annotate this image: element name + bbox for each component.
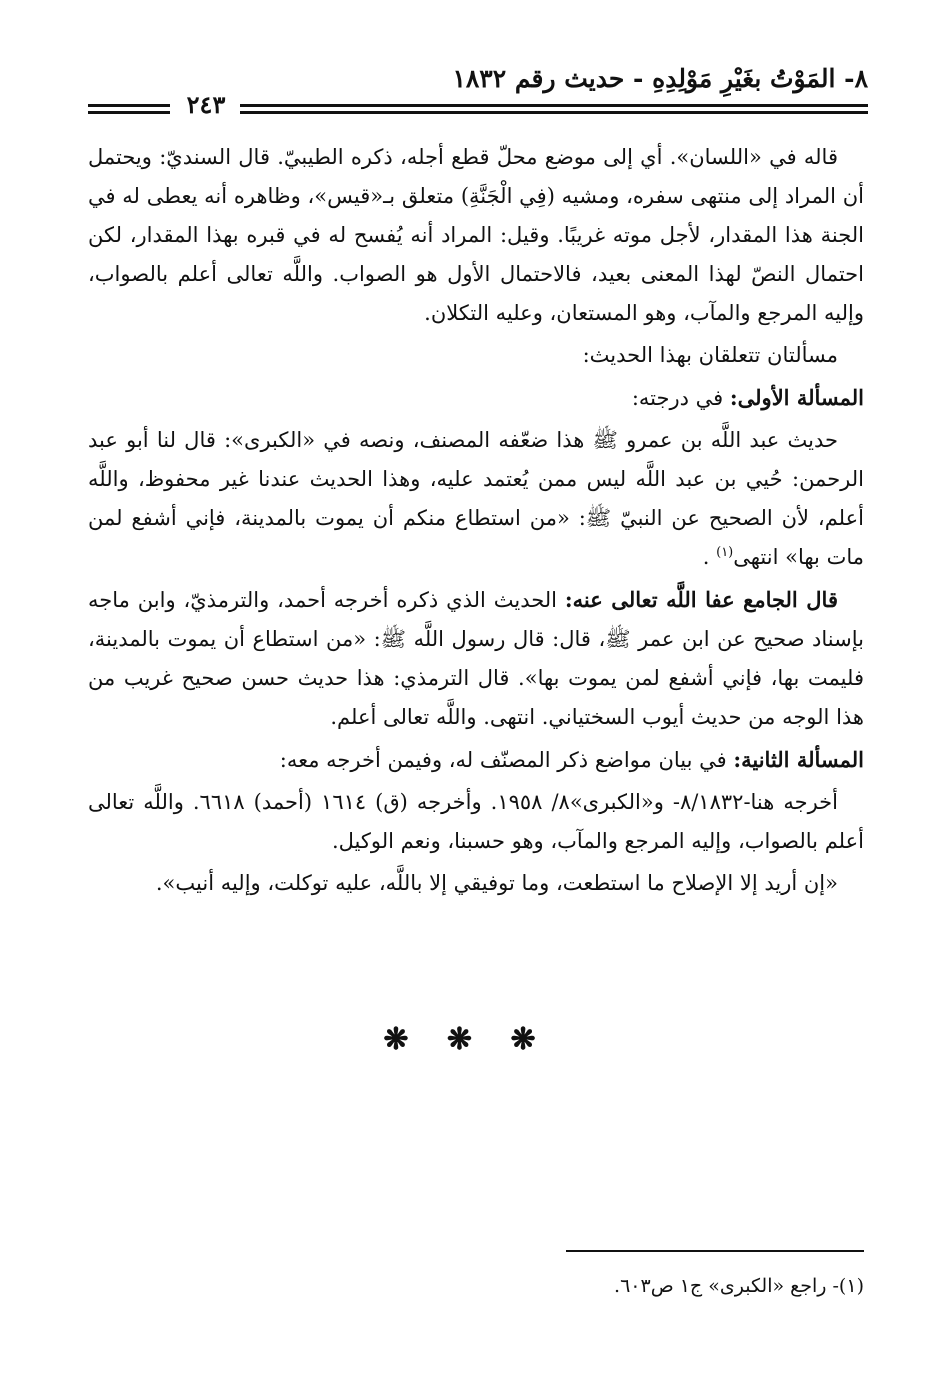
compiler-label: قال الجامع عفا اللَّه تعالى عنه: bbox=[564, 587, 838, 612]
paragraph-closing-verse: «إن أريد إلا الإصلاح ما استطعت، وما توفيقي إلا باللَّه، عليه توكلت، وإليه أنيب». bbox=[155, 871, 838, 895]
question-one-label: المسألة الأولى: bbox=[729, 385, 864, 410]
compiler-text: الحديث الذي ذكره أخرجه أحمد، والترمذيّ، وابن ماجه بإسناد صحيح عن ابن عمر ﷺ، قال: قال رسول اللَّه ﷺ: «من استطاع أن يموت بالمدينة، فليمت بها، فإني أشفع لمن يموت بها». قال الترمذي: هذا حديث حسن صحيح غريب من هذا الوجه من حديث أيوب السختياني. انتهى. واللَّه تعالى أعلم. bbox=[88, 588, 864, 729]
paragraph-hadith-grade: حديث عبد اللَّه بن عمرو ﷺ هذا ضعّفه المصنف، ونصه في «الكبرى»: قال لنا أبو عبد الرحمن: حُيي بن عبد اللَّه ليس ممن يُعتمد عليه، وهذا الحديث عندنا غير محفوظ، واللَّه أعلم، لأن الصحيح عن النبيّ ﷺ: «من استطاع منكم أن يموت بالمدينة، فإني أشفع لمن مات بها» انتهى$^{(١)}$ . bbox=[88, 428, 864, 569]
section-heading-first bbox=[88, 378, 864, 418]
main-text bbox=[88, 138, 864, 906]
footnote-divider bbox=[566, 1250, 864, 1252]
paragraph-sources: أخرجه هنا-٨/١٨٣٢- و«الكبرى»٨/ ١٩٥٨. وأخرجه (ق) ١٦١٤ (أحمد) ٦٦١٨. واللَّه تعالى أعلم بالصواب، وإليه المرجع والمآب، وهو حسبنا، ونعم الوكيل. bbox=[88, 790, 864, 853]
paragraph-compiler-note bbox=[88, 580, 864, 737]
section-heading-second bbox=[88, 740, 864, 780]
page-number: ٢٤٣ bbox=[186, 90, 226, 119]
question-two-text: في بيان مواضع ذكر المصنّف له، وفيمن أخرجه معه: bbox=[279, 748, 727, 772]
paragraph-intro: مسألتان تتعلقان بهذا الحديث: bbox=[582, 343, 838, 367]
header-double-rule bbox=[240, 104, 868, 116]
header-double-rule-short bbox=[88, 104, 170, 116]
page-header bbox=[88, 60, 868, 120]
paragraph-commentary: قاله في «اللسان». أي إلى موضع محلّ قطع أجله، ذكره الطيبيّ. قال السنديّ: ويحتمل أن المراد إلى منتهى سفره، ومشيه (فِي الْجَنَّةِ) متعلق بـ«قيس»، وظاهره أنه يعطى له في الجنة هذا المقدار، لأجل موته غريبًا. وقيل: المراد أنه يُفسح له في قبره بهذا المقدار، لكن احتمال النصّ لهذا المعنى بعيد، فالاحتمال الأول هو الصواب. واللَّه تعالى أعلم بالصواب، وإليه المرجع والمآب، وهو المستعان، وعليه التكلان. bbox=[88, 145, 864, 325]
hadith-grade-text: حديث عبد اللَّه بن عمرو ﷺ هذا ضعّفه المصنف، ونصه في «الكبرى»: قال لنا أبو عبد الرحمن: حُيي بن عبد اللَّه ليس ممن يُعتمد عليه، وهذا الحديث عندنا غير محفوظ، واللَّه أعلم، لأن الصحيح عن النبيّ ﷺ: «من استطاع منكم أن يموت بالمدينة، فإني أشفع لمن مات بها» انتهى bbox=[88, 428, 864, 569]
footnote-text: (١)- راجع «الكبرى» ج١ ص٦٠٣. bbox=[614, 1275, 864, 1297]
footnote-ref: (١) bbox=[716, 545, 734, 560]
chapter-title: ٨- المَوْتُ بغَيْرِ مَوْلِدِهِ - حديث رقم ١٨٣٢ bbox=[452, 64, 868, 93]
question-one-text: في درجته: bbox=[631, 386, 724, 410]
question-two-label: المسألة الثانية: bbox=[733, 747, 864, 772]
section-separator-stars: ❋ ❋ ❋ bbox=[383, 1022, 550, 1057]
